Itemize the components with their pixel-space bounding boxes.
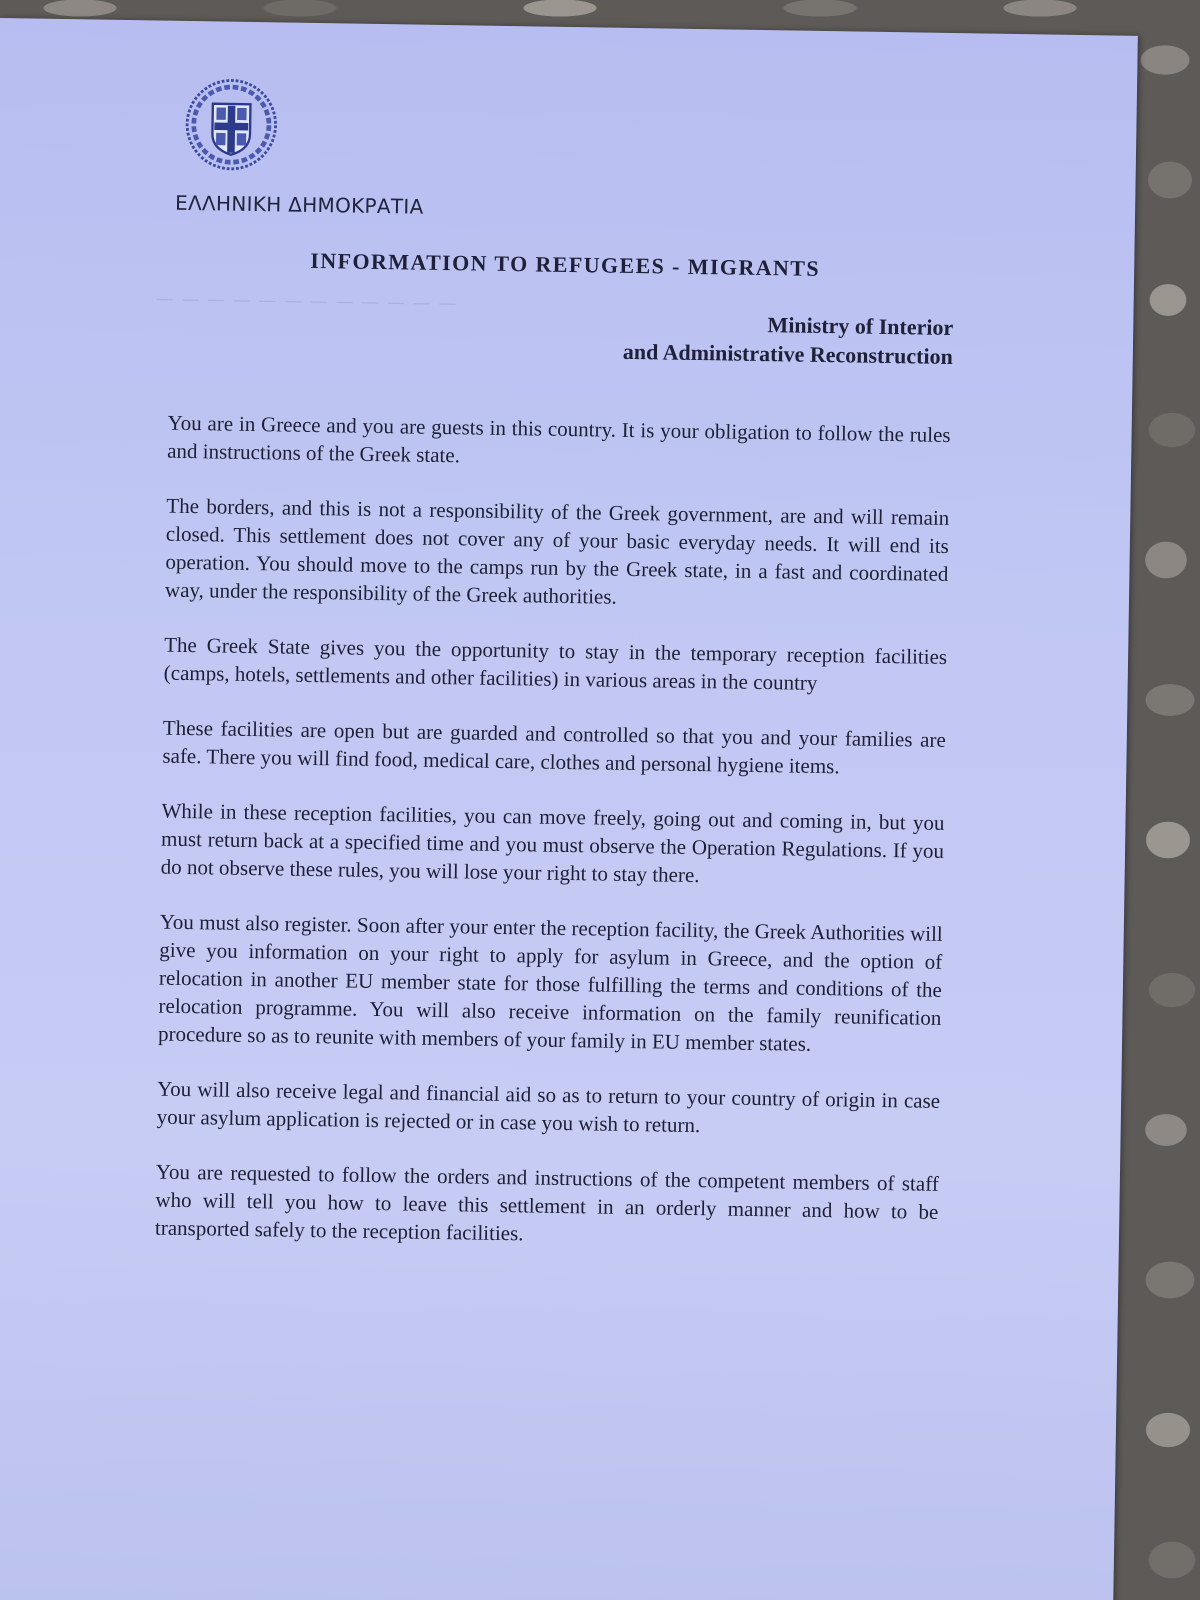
republic-label: ΕΛΛΗΝΙΚΗ ΔΗΜΟΚΡΑΤΙΑ — [174, 190, 424, 219]
paragraph-6: You must also register. Soon after your enter the reception facility, the Greek Authorities will give you information on your right to apply for asylum in Greece, and the option of relocation in another EU member state for those fulfilling the terms and conditions of the relocation programme. You will also receive information on the family reunification procedure so as to reunite with members of your family in EU member states. — [157, 909, 943, 1056]
document-body — [154, 409, 950, 1281]
paragraph-8: You are requested to follow the orders and instructions of the competent members of staff who will tell you how to leave this settlement in an orderly manner and how to be transported safely to the reception facilities. — [154, 1159, 939, 1246]
document-page — [0, 18, 1138, 1600]
paragraph-3: The Greek State gives you the opportunity to stay in the temporary reception facilities (camps, hotels, settlements and other facilities) in various areas in the country — [163, 632, 948, 695]
paragraph-7: You will also receive legal and financial aid so as to return to your country of origin in case your asylum application is rejected or in case you wish to return. — [156, 1076, 941, 1138]
ministry-line-2: and Administrative Reconstruction — [622, 338, 953, 370]
document-title: INFORMATION TO REFUGEES - MIGRANTS — [310, 247, 821, 281]
greek-coat-of-arms-icon — [184, 77, 279, 172]
paragraph-5: While in these reception facilities, you can move freely, going out and coming in, but you must return back at a specified time and you must observe the Operation Regulations. If you do not observe these rules, you will lose your right to stay there. — [160, 798, 945, 888]
paragraph-4: These facilities are open but are guarded and controlled so that you and your families are safe. There you will find food, medical care, clothes and personal hygiene items. — [162, 715, 946, 779]
ministry-line-1: Ministry of Interior — [767, 312, 954, 341]
paragraph-1: You are in Greece and you are guests in this country. It is your obligation to follow the rules and instructions of the Greek state. — [167, 410, 951, 468]
ministry-heading — [623, 308, 954, 371]
paragraph-2: The borders, and this is not a responsibility of the Greek government, are and will remain closed. This settlement does not cover any of your basic everyday needs. It will end its operation. You should move to the camps run by the Greek state, in a fast and coordinated way, under the responsibility of the Greek authorities. — [164, 493, 950, 609]
show-through-text: — — — — — — — — — — — — — [155, 288, 458, 315]
